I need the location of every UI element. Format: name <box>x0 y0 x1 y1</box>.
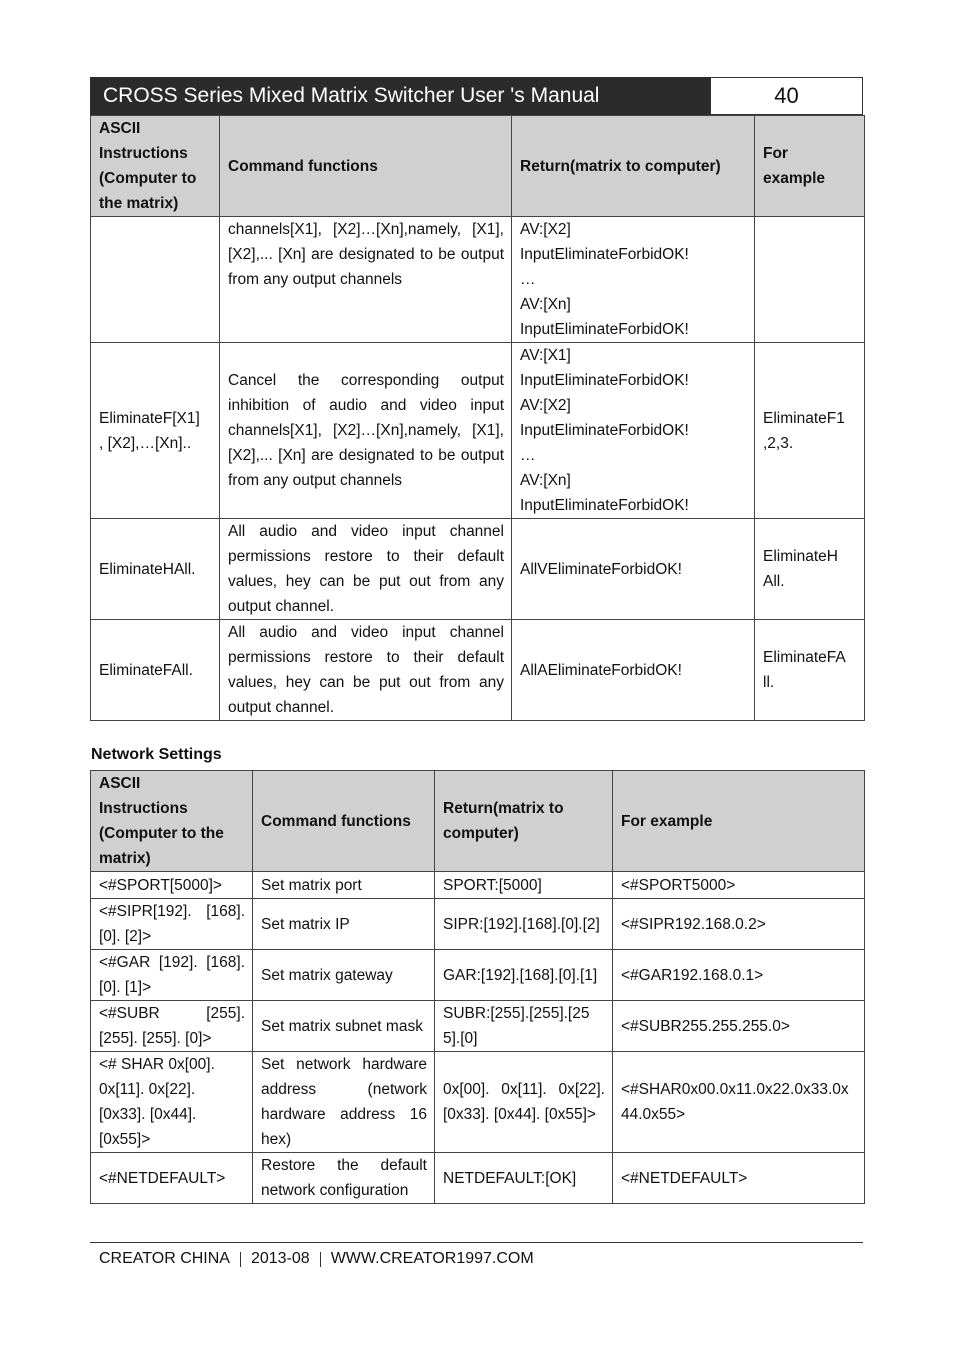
cell-ascii: <#SUBR [255]. [255]. [255]. [0]> <box>91 1001 253 1052</box>
cell-ascii: EliminateHAll. <box>91 519 220 620</box>
page-header <box>90 77 863 115</box>
cell-example: <#SPORT5000> <box>613 872 865 899</box>
cell-return: AllVEliminateForbidOK! <box>512 519 755 620</box>
cell-return: AV:[X2] InputEliminateForbidOK! … AV:[Xn] InputEliminateForbidOK! <box>512 217 755 343</box>
cell-example: EliminateFA ll. <box>755 620 865 721</box>
section-title-network-settings: Network Settings <box>91 746 222 763</box>
page-number: 40 <box>710 77 863 115</box>
cell-example: <#GAR192.168.0.1> <box>613 950 865 1001</box>
cell-return: AllAEliminateForbidOK! <box>512 620 755 721</box>
cell-ascii: <# SHAR 0x[00]. 0x[11]. 0x[22]. [0x33]. [0x44]. [0x55]> <box>91 1052 253 1153</box>
table-header-row <box>91 771 865 872</box>
cell-function: Set matrix port <box>253 872 435 899</box>
cell-example: <#SUBR255.255.255.0> <box>613 1001 865 1052</box>
col-header-function: Command functions <box>220 116 512 217</box>
table-row <box>91 1001 865 1052</box>
col-header-example: For example <box>755 116 865 217</box>
col-header-return: Return(matrix to computer) <box>435 771 613 872</box>
footer-website: WWW.CREATOR1997.COM <box>330 1250 534 1267</box>
table-row <box>91 343 865 519</box>
cell-function: Set network hardware address (network hardware address 16 hex) <box>253 1052 435 1153</box>
cell-ascii <box>91 217 220 343</box>
cell-example <box>755 217 865 343</box>
command-table-network <box>90 770 865 1204</box>
table-row <box>91 620 865 721</box>
cell-example: <#NETDEFAULT> <box>613 1153 865 1204</box>
footer-separator <box>320 1252 321 1267</box>
cell-function: All audio and video input channel permissions restore to their default values, hey can be put out from any output channel. <box>220 519 512 620</box>
col-header-example: For example <box>613 771 865 872</box>
col-header-ascii: ASCII Instructions (Computer to the matrix) <box>91 116 220 217</box>
cell-return: GAR:[192].[168].[0].[1] <box>435 950 613 1001</box>
cell-function: All audio and video input channel permissions restore to their default values, hey can be put out from any output channel. <box>220 620 512 721</box>
page-footer <box>99 1250 534 1268</box>
cell-return: 0x[00]. 0x[11]. 0x[22]. [0x33]. [0x44]. [0x55]> <box>435 1052 613 1153</box>
table-header-row <box>91 116 865 217</box>
table-row <box>91 1052 865 1153</box>
cell-example: <#SHAR0x00.0x11.0x22.0x33.0x44.0x55> <box>613 1052 865 1153</box>
footer-divider <box>90 1242 863 1243</box>
cell-example: <#SIPR192.168.0.2> <box>613 899 865 950</box>
footer-company: CREATOR CHINA <box>99 1250 230 1267</box>
cell-function: channels[X1], [X2]…[Xn],namely, [X1], [X2],... [Xn] are designated to be output from any output channels <box>220 217 512 343</box>
cell-function: Set matrix subnet mask <box>253 1001 435 1052</box>
cell-ascii: <#GAR [192]. [168]. [0]. [1]> <box>91 950 253 1001</box>
cell-ascii: EliminateF[X1] , [X2],…[Xn].. <box>91 343 220 519</box>
cell-ascii: <#NETDEFAULT> <box>91 1153 253 1204</box>
cell-example: EliminateH All. <box>755 519 865 620</box>
cell-return: SIPR:[192].[168].[0].[2] <box>435 899 613 950</box>
table-row <box>91 899 865 950</box>
cell-return: SUBR:[255].[255].[255].[0] <box>435 1001 613 1052</box>
manual-title: CROSS Series Mixed Matrix Switcher User 's Manual <box>90 77 710 115</box>
table-row <box>91 519 865 620</box>
table-row <box>91 950 865 1001</box>
command-table-elimination <box>90 115 865 721</box>
cell-ascii: <#SIPR[192]. [168]. [0]. [2]> <box>91 899 253 950</box>
table-row <box>91 1153 865 1204</box>
cell-return: NETDEFAULT:[OK] <box>435 1153 613 1204</box>
cell-function: Set matrix IP <box>253 899 435 950</box>
cell-return: AV:[X1] InputEliminateForbidOK! AV:[X2] InputEliminateForbidOK! … AV:[Xn] InputEliminateForbidOK! <box>512 343 755 519</box>
col-header-return: Return(matrix to computer) <box>512 116 755 217</box>
cell-example: EliminateF1 ,2,3. <box>755 343 865 519</box>
cell-return: SPORT:[5000] <box>435 872 613 899</box>
table-row <box>91 872 865 899</box>
cell-ascii: <#SPORT[5000]> <box>91 872 253 899</box>
footer-separator <box>240 1252 241 1267</box>
cell-ascii: EliminateFAll. <box>91 620 220 721</box>
col-header-function: Command functions <box>253 771 435 872</box>
cell-function: Set matrix gateway <box>253 950 435 1001</box>
table-row <box>91 217 865 343</box>
cell-function: Cancel the corresponding output inhibition of audio and video input channels[X1], [X2]…[Xn],namely, [X1], [X2],... [Xn] are designated to be output from any output channels <box>220 343 512 519</box>
cell-function: Restore the default network configuration <box>253 1153 435 1204</box>
col-header-ascii: ASCII Instructions (Computer to the matrix) <box>91 771 253 872</box>
footer-date: 2013-08 <box>250 1250 310 1267</box>
